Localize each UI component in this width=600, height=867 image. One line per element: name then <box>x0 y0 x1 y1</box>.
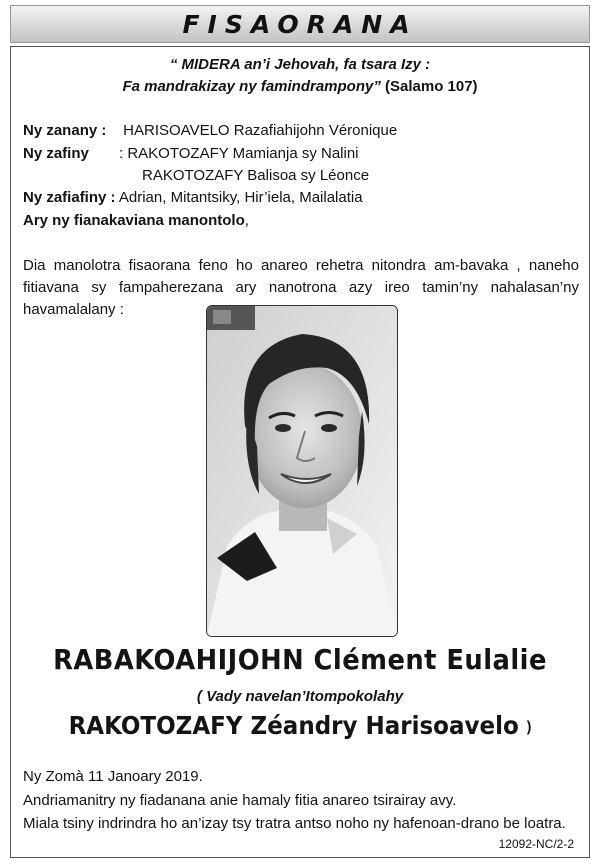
children-value: HARISOAVELO Razafiahijohn Véronique <box>123 122 398 139</box>
deceased-name: RABAKOAHIJOHN Clément Eulalie <box>53 643 547 676</box>
blessing-line: Andriamanitry ny fiadanana anie hamaly fitia anareo tsirairay avy. <box>23 792 457 809</box>
greatgrandchildren-label: Ny zafiafiny : <box>23 189 116 206</box>
grandchildren-colon: : <box>119 145 124 162</box>
children-label: Ny zanany : <box>23 122 107 139</box>
quote-line-1 <box>0 56 600 73</box>
children-row <box>23 122 397 139</box>
relatives-comma: , <box>244 212 249 229</box>
spouse-close: ) <box>526 718 532 736</box>
reference-code: 12092-NC/2-2 <box>498 837 574 851</box>
quote-text-2: Fa mandrakizay ny famindrampony” <box>122 78 381 95</box>
spouse-intro: ( Vady navelan’Itompokolahy <box>196 688 404 705</box>
greatgrandchildren-value: Adrian, Mitantsiky, Hir’iela, Mailalatia <box>118 189 363 206</box>
grandchildren-value-1: RAKOTOZAFY Mamianja sy Nalini <box>127 145 359 162</box>
header-band <box>10 5 590 43</box>
greatgrandchildren-row <box>23 189 363 206</box>
page-title: FISAORANA <box>182 9 418 39</box>
apology-line: Miala tsiny indrindra ho an’izay tsy tratra antso noho ny hafenoan-drano be loatra. <box>23 815 566 832</box>
date-line: Ny Zomà 11 Janoary 2019. <box>23 768 203 785</box>
grandchildren-row <box>23 145 359 162</box>
quote-text-1: “ MIDERA an’i Jehovah, fa tsara Izy : <box>169 56 431 73</box>
spouse-name: RAKOTOZAFY Zéandry Harisoavelo <box>68 711 519 740</box>
grandchildren-value-2: RAKOTOZAFY Balisoa sy Léonce <box>142 167 370 184</box>
grandchildren-label: Ny zafiny <box>23 145 89 162</box>
portrait-photo <box>206 305 398 637</box>
relatives-row <box>23 212 249 229</box>
portrait-illustration <box>207 306 397 636</box>
relatives-text: Ary ny fianakaviana manontolo <box>23 212 245 229</box>
intro-paragraph: Dia manolotra fisaorana feno ho anareo rehetra nitondra am-bavaka , naneho fitiavana sy fampaherezana ary nanotrona azy ireo tamin’ny nahalasan’ny havamalalany : <box>23 257 579 318</box>
spouse-name-line <box>24 711 576 740</box>
quote-source: (Salamo 107) <box>385 78 478 95</box>
quote-line-2 <box>0 78 600 95</box>
